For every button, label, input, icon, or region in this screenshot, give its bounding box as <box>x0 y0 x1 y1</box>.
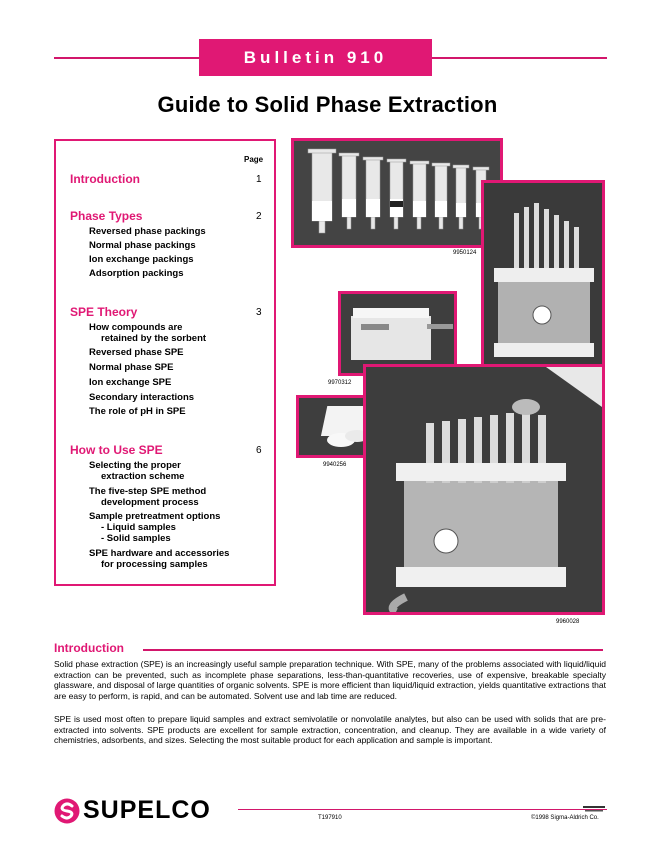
toc-section-phase-types[interactable]: Phase Types <box>70 209 143 223</box>
toc-item: Sample pretreatment options <box>89 511 221 522</box>
publication-code: T197910 <box>318 815 342 821</box>
toc-item: Reversed phase SPE <box>89 347 184 358</box>
toc-item: How compounds are <box>89 322 183 333</box>
toc-page-label: Page <box>244 155 264 164</box>
toc-item: The role of pH in SPE <box>89 406 186 417</box>
toc-item: SPE hardware and accessories <box>89 548 230 559</box>
photo-caption: 9940256 <box>323 462 347 468</box>
logo-wordmark: SUPELCO <box>83 796 211 824</box>
photo-spe-tubes <box>291 138 503 248</box>
photo-caption: 9950124 <box>453 250 477 256</box>
supelco-logo <box>54 796 211 825</box>
toc-item: Selecting the proper <box>89 460 181 471</box>
toc-page-number: 1 <box>256 174 262 185</box>
toc-item: Normal phase SPE <box>89 362 174 373</box>
toc-page-number: 6 <box>256 445 262 456</box>
toc-section-spe-theory[interactable]: SPE Theory <box>70 305 138 319</box>
bulletin-banner: Bulletin 910 <box>199 39 432 76</box>
toc-item: extraction scheme <box>101 471 185 482</box>
toc-item: Ion exchange SPE <box>89 377 172 388</box>
header-rule-left <box>54 57 199 59</box>
toc-item: for processing samples <box>101 559 208 570</box>
toc-item: Normal phase packings <box>89 240 196 251</box>
toc-item: Secondary interactions <box>89 392 195 403</box>
page-title: Guide to Solid Phase Extraction <box>157 92 498 117</box>
toc-item: - Solid samples <box>101 533 171 544</box>
toc-section-introduction[interactable]: Introduction <box>70 172 140 186</box>
photo-vacuum-manifold <box>481 180 605 372</box>
toc-section-how-to-use-spe[interactable]: How to Use SPE <box>70 443 163 457</box>
intro-heading: Introduction <box>54 641 124 655</box>
toc-item: Adsorption packings <box>89 268 184 279</box>
footer-rule <box>238 809 607 810</box>
toc-item: Reversed phase packings <box>89 226 206 237</box>
toc-page-number: 2 <box>256 211 262 222</box>
intro-paragraph-2: SPE is used most often to prepare liquid samples and extract semivolatile or nonvolatile analytes, but also can be used with solids that are pre-extracted into solvents. SPE products are excellent for sample extraction, concentration, and cleanup. They are available in a wide variety of chemistries, adsorbents, and sizes. Selecting the most suitable product for each application and sample is important. <box>54 714 606 745</box>
photo-manifold-processing <box>363 364 605 615</box>
toc-item: retained by the sorbent <box>101 333 207 344</box>
header-rule-right <box>432 57 607 59</box>
toc-page-number: 3 <box>256 307 262 318</box>
supelco-s-icon <box>54 798 80 824</box>
copyright: ©1998 Sigma-Aldrich Co. <box>531 815 599 821</box>
toc-item: Ion exchange packings <box>89 254 194 265</box>
toc-item: development process <box>101 497 199 508</box>
recycle-mark-icon <box>583 800 605 807</box>
photo-caption: 9970312 <box>328 380 352 386</box>
toc-item: The five-step SPE method <box>89 486 207 497</box>
intro-rule <box>143 649 603 651</box>
toc-item: - Liquid samples <box>101 522 176 533</box>
photo-caption: 9960028 <box>556 619 580 625</box>
intro-paragraph-1: Solid phase extraction (SPE) is an increasingly useful sample preparation technique. With SPE, many of the problems associated with liquid/liquid extraction can be prevented, such as incomplete phase separations, less-than-quantitative recoveries, use of expensive, breakable specialty glassware, and disposal of large quantities of organic solvents. SPE is more efficient than liquid/liquid extraction, yields quantitative extractions that are easy to perform, is rapid, and can be automated. Solvent use and lab time are reduced. <box>54 659 606 701</box>
